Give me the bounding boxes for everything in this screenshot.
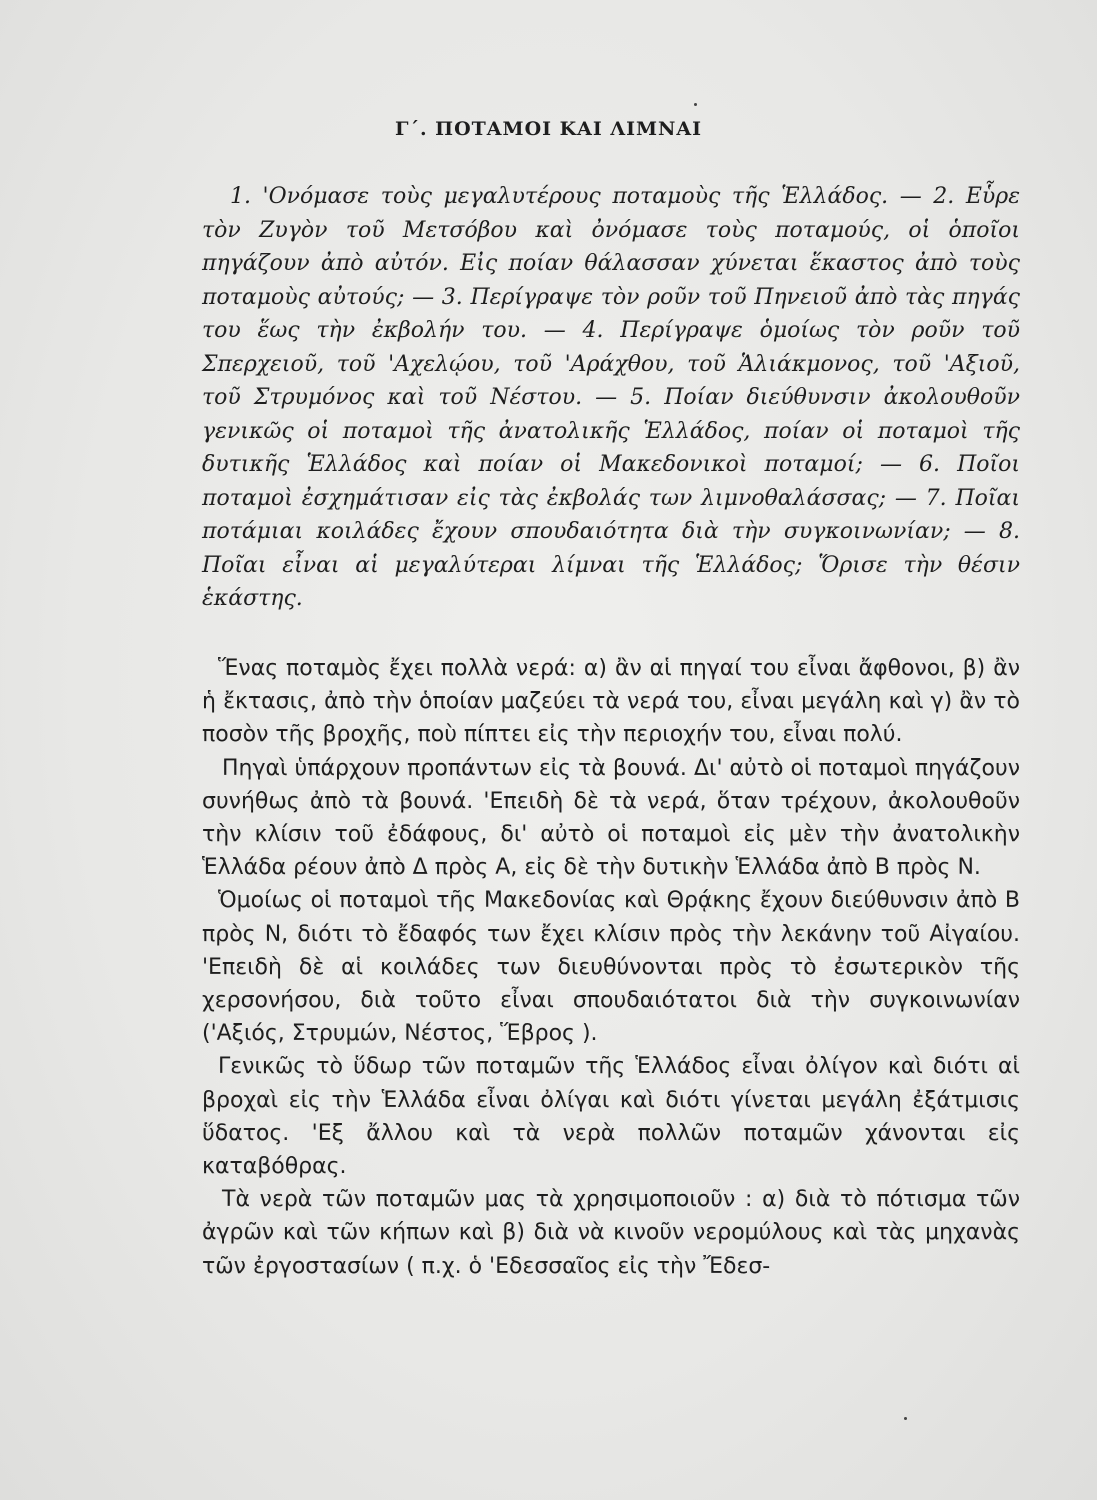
paragraph: Τὰ νερὰ τῶν ποταμῶν μας τὰ χρησιμοποιοῦν : α) διὰ τὸ πότισμα τῶν ἀγρῶν καὶ τῶν κήπων καὶ β) διὰ νὰ κινοῦν νερομύλους καὶ τὰς μηχανὰς τῶν ἐργοστασίων ( π.χ. ὁ 'Εδεσσαῖος εἰς τὴν Ἔδεσ- bbox=[202, 1187, 1020, 1279]
body-text bbox=[202, 652, 1020, 1283]
paragraph: Γενικῶς τὸ ὕδωρ τῶν ποταμῶν τῆς Ἑλλάδος εἶναι ὀλίγον καὶ διότι αἱ βροχαὶ εἰς τὴν Ἑλλάδα εἶναι ὀλίγαι καὶ διότι γίνεται μεγάλη ἐξάτμισις ὕδατος. 'Εξ ἄλλου καὶ τὰ νερὰ πολλῶν ποταμῶν χάνονται εἰς καταβόθρας. bbox=[202, 1054, 1020, 1180]
section-heading: Γ΄. ΠΟΤΑΜΟΙ ΚΑΙ ΛΙΜΝΑΙ bbox=[394, 118, 703, 140]
paragraph: Ἕνας ποταμὸς ἔχει πολλὰ νερά: α) ἂν αἱ πηγαί του εἶναι ἄφθονοι, β) ἂν ἡ ἔκτασις, ἀπὸ τὴν ὁποίαν μαζεύει τὰ νερά του, εἶναι μεγάλη καὶ γ) ἂν τὸ ποσὸν τῆς βροχῆς, ποὺ πίπτει εἰς τὴν περιοχήν του, εἶναι πολύ. bbox=[202, 656, 1020, 748]
review-questions: 1. 'Ονόμασε τοὺς μεγαλυτέρους ποταμοὺς τῆς Ἑλλάδος. — 2. Εὗρε τὸν Ζυγὸν τοῦ Μετσόβου καὶ ὀνόμασε τοὺς ποταμούς, οἱ ὁποῖοι πηγάζουν ἀπὸ αὐτόν. Εἰς ποίαν θάλασσαν χύνεται ἕκαστος ἀπὸ τοὺς ποταμοὺς αὐτούς; — 3. Περίγραψε τὸν ροῦν τοῦ Πηνειοῦ ἀπὸ τὰς πηγάς του ἕως τὴν ἐκβολήν του. — 4. Περίγραψε ὁμοίως τὸν ροῦν τοῦ Σπερχειοῦ, τοῦ 'Αχελῴου, τοῦ 'Αράχθου, τοῦ Ἁλιάκμονος, τοῦ 'Αξιοῦ, τοῦ Στρυμόνος καὶ τοῦ Νέστου. — 5. Ποίαν διεύθυνσιν ἀκολουθοῦν γενικῶς οἱ ποταμοὶ τῆς ἀνατολικῆς Ἑλλάδος, ποίαν οἱ ποταμοὶ τῆς δυτικῆς Ἑλλάδος καὶ ποίαν οἱ Μακεδονικοὶ ποταμοί; — 6. Ποῖοι ποταμοὶ ἐσχημάτισαν εἰς τὰς ἐκβολάς των λιμνοθαλάσσας; — 7. Ποῖαι ποτάμιαι κοιλάδες ἔχουν σπουδαιότητα διὰ τὴν συγκοινωνίαν; — 8. Ποῖαι εἶναι αἱ μεγαλύτεραι λίμναι τῆς Ἑλλάδος; Ὅρισε τὴν θέσιν ἑκάστης. bbox=[202, 184, 1020, 611]
paragraph: Ὁμοίως οἱ ποταμοὶ τῆς Μακεδονίας καὶ Θρᾴκης ἔχουν διεύθυνσιν ἀπὸ Β πρὸς Ν, διότι τὸ ἔδαφός των ἔχει κλίσιν πρὸς τὴν λεκάνην τοῦ Αἰγαίου. 'Επειδὴ δὲ αἱ κοιλάδες των διευθύνονται πρὸς τὸ ἐσωτερικὸν τῆς χερσονήσου, διὰ τοῦτο εἶναι σπουδαιότατοι διὰ τὴν συγκοινωνίαν ('Αξιός, Στρυμών, Νέστος, Ἕβρος ). bbox=[202, 888, 1020, 1047]
paragraph: Πηγαὶ ὑπάρχουν προπάντων εἰς τὰ βουνά. Δι' αὐτὸ οἱ ποταμοὶ πηγάζουν συνήθως ἀπὸ τὰ βουνά. 'Επειδὴ δὲ τὰ νερά, ὅταν τρέχουν, ἀκολουθοῦν τὴν κλίσιν τοῦ ἐδάφους, δι' αὐτὸ οἱ ποταμοὶ εἰς μὲν τὴν ἀνατολικὴν Ἑλλάδα ρέουν ἀπὸ Δ πρὸς Α, εἰς δὲ τὴν δυτικὴν Ἑλλάδα ἀπὸ Β πρὸς Ν. bbox=[202, 755, 1020, 881]
print-speck bbox=[904, 1417, 907, 1420]
print-speck bbox=[694, 103, 697, 106]
